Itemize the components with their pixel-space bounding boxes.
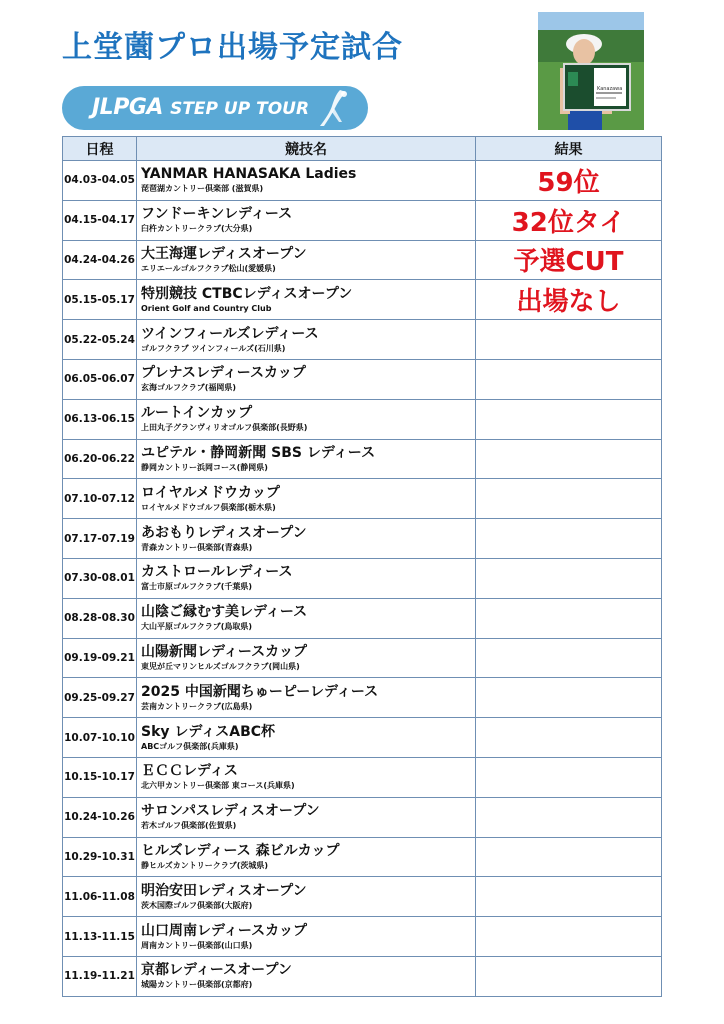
table-row	[63, 558, 662, 598]
row-result	[476, 797, 662, 837]
row-result	[476, 479, 662, 519]
row-result	[476, 558, 662, 598]
row-date: 11.06-11.08	[63, 877, 137, 917]
row-date: 07.17-07.19	[63, 519, 137, 559]
svg-text:Kanazawa: Kanazawa	[597, 86, 623, 92]
row-result	[476, 837, 662, 877]
row-tournament	[137, 161, 476, 201]
venue-name: 青森カントリー倶楽部(青森県)	[141, 542, 253, 552]
table-row	[63, 280, 662, 320]
tournament-name: ヒルズレディース 森ビルカップ	[141, 842, 340, 859]
tournament-name: Sky レディスABC杯	[141, 723, 276, 740]
row-date: 10.29-10.31	[63, 837, 137, 877]
row-tournament	[137, 757, 476, 797]
row-date: 08.28-08.30	[63, 598, 137, 638]
logo-main-text: JLPGA	[92, 95, 163, 120]
tournament-name: ツインフィールズレディース	[141, 325, 319, 342]
row-result	[476, 399, 662, 439]
row-result: 32位タイ	[476, 200, 662, 240]
row-date: 11.13-11.15	[63, 917, 137, 957]
row-tournament	[137, 558, 476, 598]
venue-name: 上田丸子グランヴィリオゴルフ倶楽部(長野県)	[141, 423, 308, 433]
tournament-name: あおもりレディスオープン	[141, 524, 307, 541]
row-tournament	[137, 320, 476, 360]
tournament-name: ルートインカップ	[141, 405, 253, 422]
table-row	[63, 718, 662, 758]
venue-name: 静岡カントリー浜岡コース(静岡県)	[141, 462, 268, 472]
tournament-name: ＥＣＣレディス	[141, 763, 238, 780]
row-tournament	[137, 240, 476, 280]
row-tournament	[137, 479, 476, 519]
table-row	[63, 161, 662, 201]
row-result	[476, 320, 662, 360]
tournament-name: 明治安田レディスオープン	[141, 882, 307, 899]
venue-name: 芸南カントリークラブ(広島県)	[141, 701, 253, 711]
row-result	[476, 718, 662, 758]
table-row	[63, 678, 662, 718]
table-row	[63, 877, 662, 917]
tournament-name: 2025 中国新聞ちゅーピーレディース	[141, 683, 379, 700]
tournament-name: サロンパスレディスオープン	[141, 803, 320, 820]
tournament-name: 特別競技 CTBCレディスオープン	[141, 285, 353, 302]
row-tournament	[137, 718, 476, 758]
tournament-name: 山口周南レディースカップ	[141, 922, 308, 939]
row-date: 09.25-09.27	[63, 678, 137, 718]
row-tournament	[137, 359, 476, 399]
table-row	[63, 240, 662, 280]
venue-name: 琵琶湖カントリー倶楽部 (滋賀県)	[141, 184, 264, 194]
row-tournament	[137, 638, 476, 678]
venue-name: 茨木国際ゴルフ倶楽部(大阪府)	[141, 900, 253, 910]
venue-name: 臼杵カントリークラブ(大分県)	[141, 224, 253, 234]
venue-name: 北六甲カントリー倶楽部 東コース(兵庫県)	[141, 781, 295, 791]
venue-name: 東児が丘マリンヒルズゴルフクラブ(岡山県)	[141, 661, 300, 671]
table-row	[63, 359, 662, 399]
row-tournament	[137, 399, 476, 439]
row-date: 04.24-04.26	[63, 240, 137, 280]
header-date: 日程	[63, 137, 137, 161]
logo-sub-text: STEP UP TOUR	[170, 99, 310, 119]
header-tournament: 競技名	[137, 137, 476, 161]
row-date: 09.19-09.21	[63, 638, 137, 678]
row-tournament	[137, 280, 476, 320]
table-row	[63, 200, 662, 240]
tournament-name: ユピテル・静岡新聞 SBS レディース	[141, 444, 376, 461]
table-row	[63, 399, 662, 439]
table-row	[63, 439, 662, 479]
player-photo	[538, 12, 644, 130]
row-date: 06.20-06.22	[63, 439, 137, 479]
row-date: 10.24-10.26	[63, 797, 137, 837]
row-result	[476, 678, 662, 718]
table-row	[63, 837, 662, 877]
venue-name: ABCゴルフ倶楽部(兵庫県)	[141, 741, 239, 751]
schedule-table	[62, 136, 662, 997]
row-result	[476, 917, 662, 957]
venue-name: ゴルフクラブ ツインフィールズ(石川県)	[141, 343, 286, 353]
row-date: 10.15-10.17	[63, 757, 137, 797]
venue-name: エリエールゴルフクラブ松山(愛媛県)	[141, 263, 276, 273]
table-row	[63, 797, 662, 837]
row-result	[476, 757, 662, 797]
row-tournament	[137, 797, 476, 837]
tournament-name: 山陽新聞レディースカップ	[141, 643, 308, 660]
row-tournament	[137, 956, 476, 996]
row-date: 07.30-08.01	[63, 558, 137, 598]
tournament-name: フンドーキンレディース	[141, 206, 293, 223]
row-tournament	[137, 598, 476, 638]
venue-name: 若木ゴルフ倶楽部(佐賀県)	[141, 821, 237, 831]
venue-name: Orient Golf and Country Club	[141, 303, 272, 313]
header-result: 結果	[476, 137, 662, 161]
row-tournament	[137, 678, 476, 718]
step-up-tour-logo	[62, 86, 368, 130]
row-date: 06.13-06.15	[63, 399, 137, 439]
page-title: 上堂薗プロ出場予定試合	[62, 30, 403, 65]
golfer-silhouette-icon	[310, 86, 354, 130]
row-tournament	[137, 917, 476, 957]
row-tournament	[137, 877, 476, 917]
tournament-name: 京都レディースオープン	[141, 962, 292, 979]
row-result	[476, 638, 662, 678]
row-result	[476, 956, 662, 996]
row-result	[476, 519, 662, 559]
tournament-name: ロイヤルメドウカップ	[141, 484, 280, 501]
venue-name: 静ヒルズカントリークラブ(茨城県)	[141, 860, 269, 870]
venue-name: ロイヤルメドウゴルフ倶楽部(栃木県)	[141, 502, 276, 512]
table-row	[63, 519, 662, 559]
row-date: 05.15-05.17	[63, 280, 137, 320]
table-row	[63, 598, 662, 638]
table-row	[63, 956, 662, 996]
table-row	[63, 479, 662, 519]
row-tournament	[137, 519, 476, 559]
row-tournament	[137, 439, 476, 479]
row-result	[476, 877, 662, 917]
row-result	[476, 439, 662, 479]
table-row	[63, 757, 662, 797]
tournament-name: プレナスレディースカップ	[141, 365, 306, 382]
table-row	[63, 638, 662, 678]
venue-name: 周南カントリー倶楽部(山口県)	[141, 940, 253, 950]
row-date: 04.15-04.17	[63, 200, 137, 240]
tournament-name: YANMAR HANASAKA Ladies	[141, 166, 357, 183]
row-result	[476, 359, 662, 399]
row-date: 05.22-05.24	[63, 320, 137, 360]
venue-name: 富士市原ゴルフクラブ(千葉県)	[141, 582, 253, 592]
row-date: 11.19-11.21	[63, 956, 137, 996]
row-date: 10.07-10.10	[63, 718, 137, 758]
table-row	[63, 917, 662, 957]
table-row	[63, 320, 662, 360]
row-tournament	[137, 837, 476, 877]
tournament-name: 大王海運レディスオープン	[141, 245, 307, 262]
tournament-name: カストロールレディース	[141, 564, 293, 581]
row-date: 07.10-07.12	[63, 479, 137, 519]
venue-name: 大山平原ゴルフクラブ(鳥取県)	[141, 622, 253, 632]
row-result: 出場なし	[476, 280, 662, 320]
row-date: 06.05-06.07	[63, 359, 137, 399]
row-result: 59位	[476, 161, 662, 201]
row-result: 予選CUT	[476, 240, 662, 280]
row-result	[476, 598, 662, 638]
row-date: 04.03-04.05	[63, 161, 137, 201]
venue-name: 玄海ゴルフクラブ(福岡県)	[141, 383, 237, 393]
table-header-row	[63, 137, 662, 161]
row-tournament	[137, 200, 476, 240]
tournament-name: 山陰ご縁むす美レディース	[141, 604, 308, 621]
venue-name: 城陽カントリー倶楽部(京都府)	[141, 980, 253, 990]
